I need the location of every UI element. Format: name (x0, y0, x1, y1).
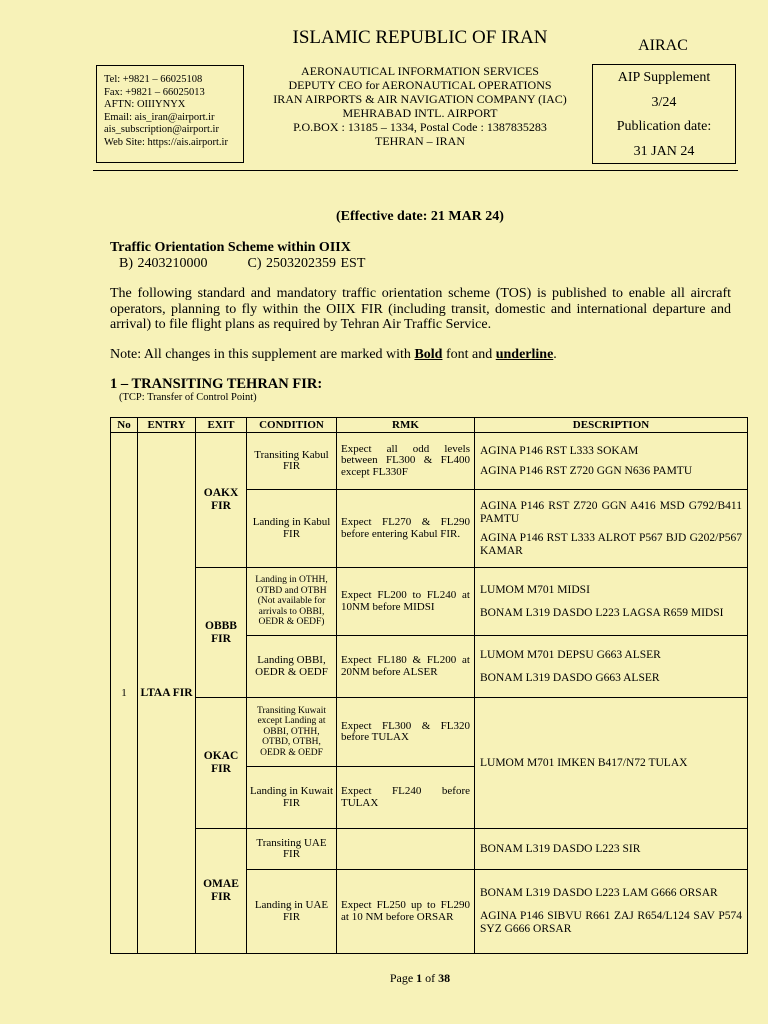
effective-date: (Effective date: 21 MAR 24) (336, 209, 504, 224)
country-title: ISLAMIC REPUBLIC OF IRAN (292, 27, 548, 48)
page-footer (0, 971, 768, 986)
entry-fir: LTAA FIR (138, 433, 196, 954)
header-condition: CONDITION (247, 418, 337, 433)
table-row (111, 829, 748, 870)
row-number: 1 (111, 433, 138, 954)
description-cell (475, 829, 748, 870)
tos-title: Traffic Orientation Scheme within OIIX (110, 240, 351, 255)
footer-prefix: Page (389, 971, 417, 985)
rmk-cell: Expect FL180 & FL200 at 20NM before ALSER (337, 636, 475, 698)
supplement-box (592, 64, 736, 164)
description-cell (475, 433, 748, 490)
header-description: DESCRIPTION (475, 418, 748, 433)
route-line: LUMOM M701 MIDSI (480, 583, 590, 596)
airac-label: AIRAC (638, 37, 688, 54)
supplement-number: 3/24 (651, 94, 677, 110)
page-number: 1 (416, 971, 423, 985)
table-header-row (111, 418, 748, 433)
contact-fax: Fax: +9821 – 66025013 (104, 86, 205, 98)
note-bold: Bold (414, 347, 443, 362)
condition-cell: Landing in Kuwait FIR (247, 767, 337, 829)
contact-phone: Tel: +9821 – 66025108 (104, 74, 203, 85)
condition-cell: Transiting UAE FIR (247, 829, 337, 870)
route-line: BONAM L319 DASDO L223 LAGSA R659 MIDSI (480, 606, 724, 619)
description-cell (475, 490, 748, 568)
condition-cell: Landing OBBI, OEDR & OEDF (247, 636, 337, 698)
route-line: AGINA P146 RST Z720 GGN N636 PAMTU (480, 464, 693, 477)
tos-end-date: C) 2503202359 EST (247, 256, 366, 271)
rmk-cell: Expect FL300 & FL320 before TULAX (337, 698, 475, 767)
note-middle: font and (442, 347, 496, 362)
tos-table (110, 417, 748, 954)
supplement-label: AIP Supplement (617, 70, 711, 85)
publication-date: 31 JAN 24 (633, 143, 695, 159)
route-line: LUMOM M701 IMKEN B417/N72 TULAX (480, 756, 688, 769)
rmk-cell: Expect FL200 to FL240 at 10NM before MIDSI (337, 568, 475, 636)
table-row (111, 568, 748, 636)
section-heading: 1 – TRANSITING TEHRAN FIR: (110, 376, 323, 392)
page-total: 38 (438, 971, 451, 985)
condition-cell: Transiting Kuwait except Landing at OBBI, OTHH, OTBD, OTBH, OEDR & OEDF (247, 698, 337, 767)
contact-email-subscription[interactable]: ais_subscription@airport.ir (104, 124, 219, 135)
condition-cell: Transiting Kabul FIR (247, 433, 337, 490)
condition-cell: Landing in UAE FIR (247, 870, 337, 954)
rmk-cell: Expect FL240 before TULAX (337, 767, 475, 829)
contact-website[interactable]: Web Site: https://ais.airport.ir (104, 136, 228, 148)
route-line: BONAM L319 DASDO G663 ALSER (480, 671, 660, 684)
header-exit: EXIT (196, 418, 247, 433)
rmk-cell: Expect FL250 up to FL290 at 10 NM before ORSAR (337, 870, 475, 954)
rmk-cell: Expect all odd levels between FL300 & FL400 except FL330F (337, 433, 475, 490)
table-row (111, 433, 748, 490)
description-cell (475, 870, 748, 954)
contact-box (96, 65, 244, 163)
route-line: AGINA P146 RST L333 ALROT P567 BJD G202/P567 KAMAR (480, 531, 742, 557)
route-line: BONAM L319 DASDO L223 LAM G666 ORSAR (480, 887, 718, 899)
tos-dates (119, 256, 405, 272)
header-divider (93, 170, 738, 171)
section-subheading: (TCP: Transfer of Control Point) (119, 392, 257, 403)
condition-cell: Landing in Kabul FIR (247, 490, 337, 568)
exit-fir-okac: OKAC FIR (196, 698, 247, 829)
header-rmk: RMK (337, 418, 475, 433)
description-cell (475, 636, 748, 698)
condition-cell: Landing in OTHH, OTBD and OTBH (Not available for arrivals to OBBI, OEDR & OEDF) (247, 568, 337, 636)
contact-email[interactable]: Email: ais_iran@airport.ir (104, 111, 215, 123)
note (110, 347, 557, 363)
exit-fir-omae: OMAE FIR (196, 829, 247, 954)
organization-block (250, 64, 590, 148)
footer-of: of (422, 971, 439, 985)
rmk-cell: Expect FL270 & FL290 before entering Kabul FIR. (337, 490, 475, 568)
publication-date-label: Publication date: (616, 119, 712, 134)
route-line: AGINA P146 RST L333 SOKAM (480, 444, 639, 457)
header-no: No (111, 418, 138, 433)
intro-paragraph: The following standard and mandatory traffic orientation scheme (TOS) is published to enable all aircraft operators, planning to fly within the OIIX FIR (including transit, domestic and international departure and arrival) to file flight plans as required by Tehran Air Traffic Service. (110, 286, 731, 332)
description-cell (475, 568, 748, 636)
route-line: AGINA P146 SIBVU R661 ZAJ R654/L124 SAV P574 SYZ G666 ORSAR (480, 910, 742, 935)
description-cell (475, 698, 748, 829)
org-line: MEHRABAD INTL. AIRPORT (342, 106, 498, 120)
org-line: IRAN AIRPORTS & AIR NAVIGATION COMPANY (IAC) (273, 92, 567, 106)
org-line: AERONAUTICAL INFORMATION SERVICES (301, 64, 539, 78)
route-line: BONAM L319 DASDO L223 SIR (480, 842, 641, 855)
header-entry: ENTRY (138, 418, 196, 433)
tos-start-date: B) 2403210000 (119, 256, 208, 271)
org-line: TEHRAN – IRAN (375, 134, 465, 148)
rmk-cell (337, 829, 475, 870)
note-suffix: . (553, 347, 557, 362)
contact-aftn: AFTN: OIIIYNYX (104, 99, 186, 110)
exit-fir-obbb: OBBB FIR (196, 568, 247, 698)
exit-fir-oakx: OAKX FIR (196, 433, 247, 568)
route-line: LUMOM M701 DEPSU G663 ALSER (480, 648, 661, 661)
note-prefix: Note: All changes in this supplement are marked with (110, 347, 415, 362)
org-line: DEPUTY CEO for AERONAUTICAL OPERATIONS (288, 78, 552, 92)
note-underline: underline (495, 347, 554, 362)
route-line: AGINA P146 RST Z720 GGN A416 MSD G792/B411 PAMTU (480, 499, 742, 525)
org-line: P.O.BOX : 13185 – 1334, Postal Code : 1387835283 (293, 120, 547, 134)
table-row (111, 698, 748, 767)
